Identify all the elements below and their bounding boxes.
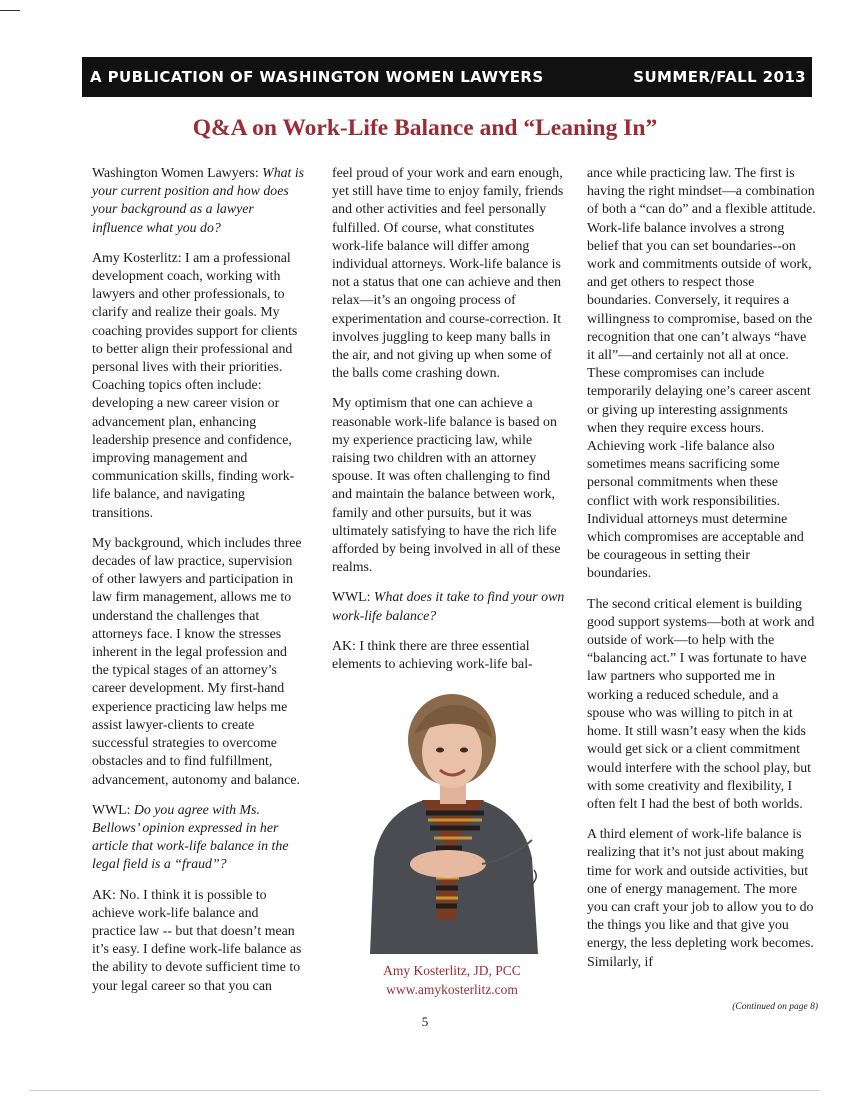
speaker-label: Amy Kosterlitz: — [92, 249, 186, 265]
answer-text: I am a professional development coach, working with lawyers and other professionals, to clarify and realize their goals. My coaching provides support for clients to better align their professional and personal lives with their priorities. Coaching topics often include: developing a new career vision or advancement plan, enhancing leadership presence and confidence, improving management and communication skills, finding work-life balance, and navigating transitions. — [92, 249, 298, 520]
answer-text: No. I think it is possible to achieve work-life balance and practice law -- but that doesn’t mean it’s easy. I define work-life balance as the ability to devote sufficient time to your legal career so that you can — [92, 886, 302, 993]
speaker-label: WWL: — [332, 589, 374, 605]
caption-name: Amy Kosterlitz, JD, PCC — [383, 963, 521, 978]
corner-mark — [0, 10, 20, 11]
photo-caption — [352, 961, 552, 999]
speaker-label: Washington Women Lawyers: — [92, 165, 263, 180]
paragraph — [92, 164, 305, 237]
article-title: Q&A on Work-Life Balance and “Leaning In” — [192, 115, 658, 141]
paragraph: A third element of work-life balance is realizing that it’s not just about making time for work and outside activities, but one of energy management. The more you can craft your job to allow you to do the things you like and that give you energy, the less depleting work becomes. Similarly, if — [587, 826, 814, 969]
publication-banner — [82, 57, 812, 97]
portrait-photo — [352, 688, 552, 954]
column-2 — [332, 164, 568, 685]
paragraph — [92, 886, 305, 995]
page-number: 5 — [421, 1014, 429, 1029]
bottom-rule — [30, 1090, 820, 1091]
paragraph — [332, 637, 568, 673]
paragraph: feel proud of your work and earn enough, yet still have time to enjoy family, friends and other activities and feel personally fulfilled. Of course, what constitutes work-life balance will differ among individual attorneys. Work-life balance is not a status that one can achieve and then relax—it’s an ongoing process of experimentation and course-correction. It involves juggling to keep many balls in the air, and not giving up when some of the balls come crashing down. — [332, 165, 564, 381]
speaker-label: AK: — [92, 886, 120, 902]
answer-text: I think there are three essential elements to achieving work-life bal- — [332, 637, 533, 672]
caption-url: www.amykosterlitz.com — [386, 982, 518, 997]
paragraph: My optimism that one can achieve a reasonable work-life balance is based on my experience practicing law, while raising two children with an attorney spouse. It was often challenging to find and maintain the balance between work, family and other pursuits, but it was ultimately satisfying to have the rich life afforded by being involved in all of these realms. — [332, 395, 561, 575]
paragraph — [332, 588, 568, 624]
speaker-label: WWL: — [92, 801, 134, 817]
question-text: Do you agree with Ms. Bellows’ opinion expressed in her article that work-life balance in the legal field is a “fraud”? — [92, 801, 289, 872]
speaker-label: AK: — [332, 637, 360, 653]
continued-note: (Continued on page 8) — [732, 1002, 818, 1012]
publication-name: A PUBLICATION OF WASHINGTON WOMEN LAWYERS — [90, 68, 544, 86]
column-1 — [92, 164, 305, 1007]
question-text: What is your current position and how does your background as a lawyer influence what you do? — [92, 165, 305, 235]
issue-date: SUMMER/FALL 2013 — [633, 68, 806, 86]
question-text: What does it take to find your own work-life balance? — [332, 589, 565, 623]
column-3 — [587, 164, 817, 983]
paragraph — [92, 249, 305, 522]
paragraph — [92, 801, 305, 874]
paragraph: ance while practicing law. The first is having the right mindset—a combination of both a “can do” and a flexible attitude. Work-life balance involves a strong belief that you can set boundaries--on work and commitments outside of work, and get others to respect those boundaries. Conversely, it requires a willingness to compromise, based on the recognition that one can’t always “have it all”—and certainly not all at once. These compromises can include temporarily delaying one’s career ascent or giving up interesting assignments when they require excess hours. Achieving work -life balance also sometimes means sacrificing some personal commitments when these conflict with work responsibilities. Individual attorneys must determine which compromises are acceptable and be courageous in setting their boundaries. — [587, 165, 816, 581]
paragraph: My background, which includes three decades of law practice, supervision of other lawyers and participation in law firm management, allows me to understand the challenges that attorneys face. I know the stresses inherent in the legal profession and the typical stages of an attorney’s career development. My first-hand experience practicing law helps me assist lawyer-clients to create successful strategies to overcome obstacles and to find fulfillment, advancement, autonomy and balance. — [92, 534, 302, 787]
paragraph: The second critical element is building good support systems—both at work and outside of work—to help with the “balancing act.” I was fortunate to have law partners who supported me in working a reduced schedule, and a spouse who was willing to pitch in at home. It still wasn’t easy when the kids would get sick or a client commitment would interfere with the school play, but with some creativity and flexibility, I often felt I had the best of both worlds. — [587, 595, 815, 811]
